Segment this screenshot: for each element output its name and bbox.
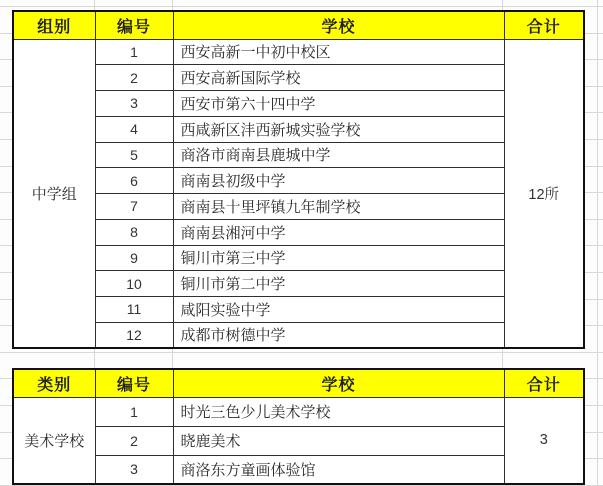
table-row xyxy=(13,116,584,142)
school-name-cell: 铜川市第二中学 xyxy=(173,271,504,297)
school-name-cell: 西安高新一中初中校区 xyxy=(173,39,504,65)
school-name-cell: 铜川市第三中学 xyxy=(173,245,504,271)
table-row xyxy=(13,219,584,245)
table-row xyxy=(13,426,584,455)
school-name-cell: 商洛市商南县鹿城中学 xyxy=(173,142,504,168)
table-row xyxy=(13,65,584,91)
school-column-header: 学校 xyxy=(173,11,504,39)
number-column-header: 编号 xyxy=(95,369,173,397)
group-label-cell: 美术学校 xyxy=(13,397,95,484)
row-number-cell: 12 xyxy=(95,322,173,348)
school-column-header: 学校 xyxy=(173,369,504,397)
school-name-cell: 西安市第六十四中学 xyxy=(173,91,504,117)
school-name-cell: 西安高新国际学校 xyxy=(173,65,504,91)
total-column-header: 合计 xyxy=(504,369,584,397)
row-number-cell: 7 xyxy=(95,194,173,220)
gridline-horizontal xyxy=(0,6,603,7)
table-row xyxy=(13,168,584,194)
row-number-cell: 1 xyxy=(95,39,173,65)
group-column-header: 组别 xyxy=(13,11,95,39)
art-school-category-table xyxy=(12,368,585,485)
row-number-cell: 4 xyxy=(95,116,173,142)
school-name-cell: 商南县十里坪镇九年制学校 xyxy=(173,194,504,220)
header-row xyxy=(13,369,584,397)
school-name-cell: 成都市树德中学 xyxy=(173,322,504,348)
gridline-vertical xyxy=(597,0,598,486)
row-number-cell: 5 xyxy=(95,142,173,168)
table-row xyxy=(13,455,584,484)
group-label-cell: 中学组 xyxy=(13,39,95,348)
middle-school-group-table xyxy=(12,10,585,349)
header-row xyxy=(13,11,584,39)
table-row xyxy=(13,245,584,271)
table-row xyxy=(13,397,584,426)
table-row xyxy=(13,39,584,65)
category-column-header: 类别 xyxy=(13,369,95,397)
row-number-cell: 3 xyxy=(95,91,173,117)
table-row xyxy=(13,322,584,348)
row-number-cell: 1 xyxy=(95,397,173,426)
row-number-cell: 6 xyxy=(95,168,173,194)
row-number-cell: 10 xyxy=(95,271,173,297)
gridline-horizontal xyxy=(0,352,603,353)
school-name-cell: 咸阳实验中学 xyxy=(173,297,504,323)
school-name-cell: 晓鹿美术 xyxy=(173,426,504,455)
total-value-cell: 12所 xyxy=(504,39,584,348)
school-name-cell: 商洛东方童画体验馆 xyxy=(173,455,504,484)
row-number-cell: 2 xyxy=(95,426,173,455)
table-row xyxy=(13,91,584,117)
total-column-header: 合计 xyxy=(504,11,584,39)
number-column-header: 编号 xyxy=(95,11,173,39)
row-number-cell: 2 xyxy=(95,65,173,91)
row-number-cell: 9 xyxy=(95,245,173,271)
school-name-cell: 商南县初级中学 xyxy=(173,168,504,194)
row-number-cell: 3 xyxy=(95,455,173,484)
school-name-cell: 时光三色少儿美术学校 xyxy=(173,397,504,426)
row-number-cell: 8 xyxy=(95,219,173,245)
school-name-cell: 西咸新区沣西新城实验学校 xyxy=(173,116,504,142)
row-number-cell: 11 xyxy=(95,297,173,323)
total-value-cell: 3 xyxy=(504,397,584,484)
table-row xyxy=(13,297,584,323)
table-row xyxy=(13,271,584,297)
table-row xyxy=(13,194,584,220)
school-name-cell: 商南县湘河中学 xyxy=(173,219,504,245)
table-row xyxy=(13,142,584,168)
